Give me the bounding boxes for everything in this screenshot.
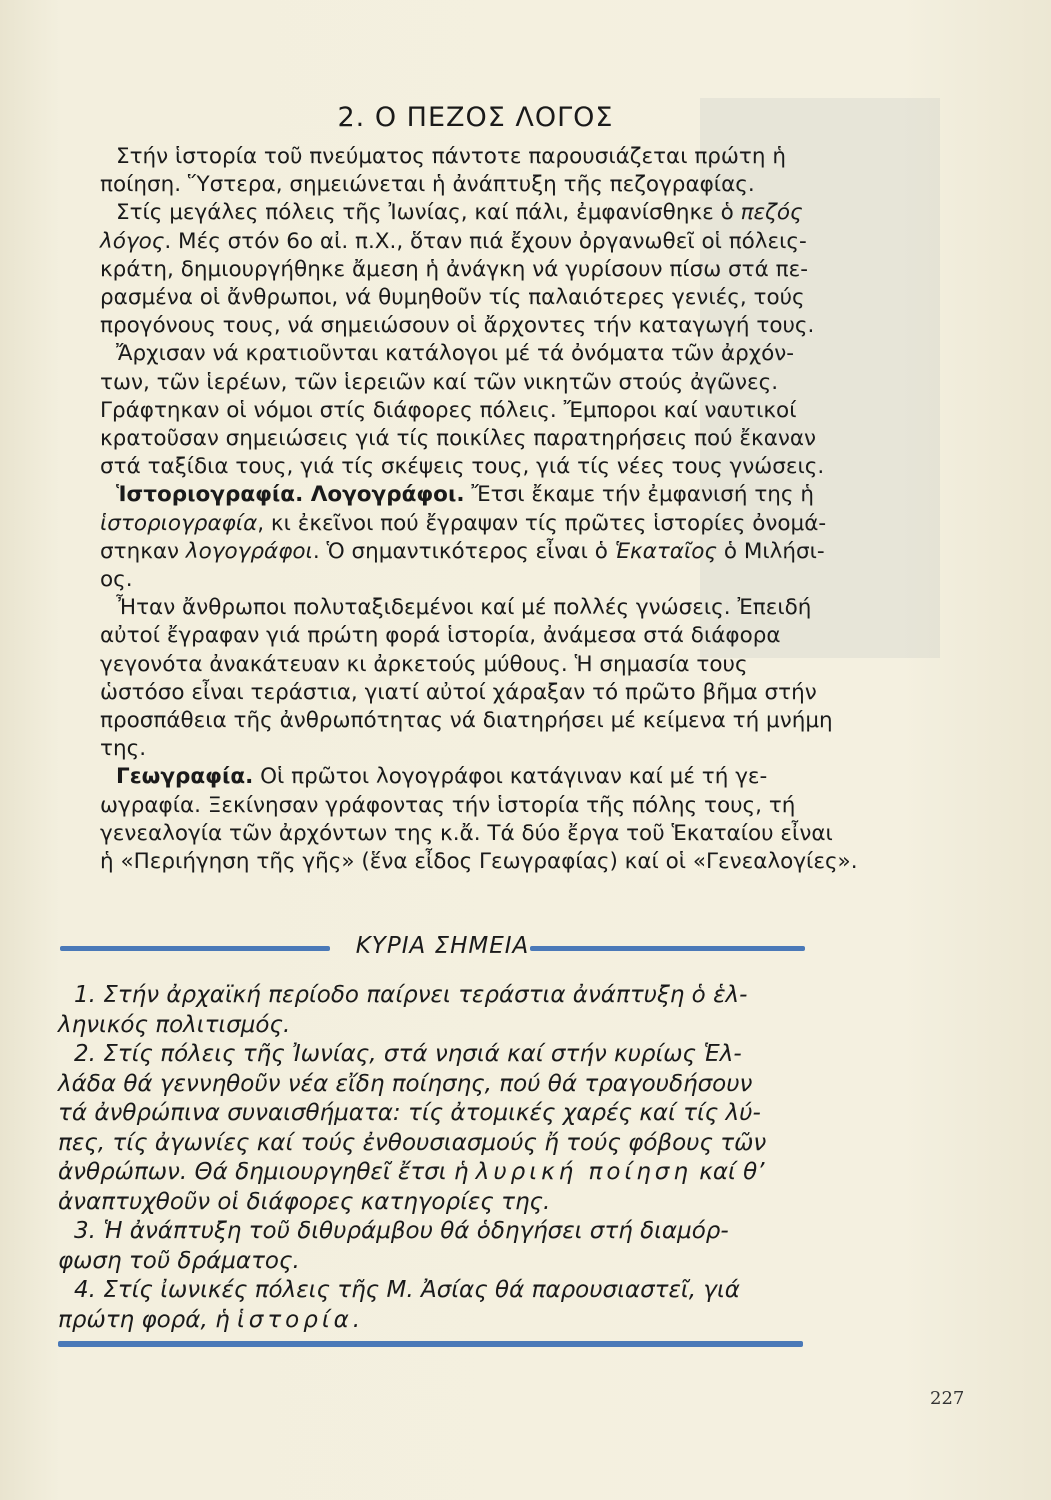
text-line [100,848,858,876]
text-line [100,256,808,284]
text-run: ρασμένα οἱ ἄνθρωποι, νά θυμηθοῦν τίς παλαιότερες γενιές, τούς [100,285,805,310]
summary-line [58,1069,752,1099]
summary-line [74,1216,729,1246]
text-run: κρατοῦσαν σημειώσεις γιά τίς ποικίλες παρατηρήσεις πού ἔκαναν [100,426,817,451]
text-run: Γεωγραφία. [116,764,254,790]
text-run: Ἱστοριογραφία. Λογογράφοι. [116,482,465,508]
text-run: λόγος [100,228,165,254]
text-run: . [352,1306,361,1333]
text-run: . Ὁ σημαντικότερος εἶναι ὁ [312,538,615,564]
text-line [100,397,796,425]
text-run: , κι ἐκεῖνοι πού ἔγραψαν τίς πρῶτες ἱστορίες ὀνομά- [257,510,827,536]
text-run: Ἔτσι ἔκαμε τήν ἐμφανισή της ἡ [464,482,815,508]
text-line [116,340,794,368]
summary-line [58,1187,550,1217]
text-line [100,538,825,566]
text-run: ἀναπτυχθοῦν οἱ διάφορες κατηγορίες της. [58,1188,551,1215]
text-run: πες, τίς ἀγωνίες καί τούς ἐνθουσιασμούς ἤ τούς φόβους τῶν [58,1129,767,1156]
summary-line [58,1010,290,1040]
text-run: ἡ «Περιήγηση τῆς γῆς» (ἕνα εἶδος Γεωγραφίας) καί οἱ «Γενεαλογίες». [100,849,858,874]
text-line [116,481,814,509]
text-run: ἱστοριογραφία [100,510,258,536]
text-run: . Μές στόν 6ο αἰ. π.Χ., ὅταν πιά ἔχουν ὀργανωθεῖ οἱ πόλεις- [164,228,807,254]
text-line [100,228,807,256]
text-run: προσπάθεια τῆς ἀνθρωπότητας νά διατηρήσει μέ κείμενα τή μνήμη [100,708,833,733]
summary-line [74,1039,742,1069]
text-run: των, τῶν ἱερέων, τῶν ἱερειῶν καί τῶν νικητῶν στούς ἀγῶνες. [100,369,779,395]
text-line [100,651,748,679]
text-line [116,143,786,171]
text-run: 2. Στίς πόλεις τῆς Ἰωνίας, στά νησιά καί στήν κυρίως Ἑλ- [74,1041,742,1067]
summary-line [58,1157,764,1187]
summary-line [58,1098,761,1128]
text-line [100,792,795,820]
text-run: πρώτη φορά, ἡ [58,1306,237,1333]
text-run: ωγραφία. Ξεκίνησαν γράφοντας τήν ἱστορία τῆς πόλης τους, τή [100,792,796,818]
text-run: 1. Στήν ἀρχαϊκή περίοδο παίρνει τεράστια ἀνάπτυξη ὁ ἑλ- [74,982,748,1008]
text-line [100,453,824,481]
text-run: ὡστόσο εἶναι τεράστια, γιατί αὐτοί χάραξαν τό πρῶτο βῆμα στήν [100,679,817,705]
summary-line [74,980,747,1010]
text-run: λάδα θά γεννηθοῦν νέα εἴδη ποίησης, πού θά τραγουδήσουν [58,1070,753,1097]
page-title: 2. Ο ΠΕΖΟΣ ΛΟΓΟΣ [337,102,614,133]
text-run: στηκαν [100,538,186,564]
summary-line [58,1246,300,1276]
text-run: 4. Στίς ἰωνικές πόλεις τῆς Μ. Ἀσίας θά παρουσιαστεῖ, γιά [74,1277,740,1303]
text-line [100,820,833,848]
text-run: Στήν ἱστορία τοῦ πνεύματος πάντοτε παρουσιάζεται πρώτη ἡ [116,144,786,169]
text-run: λυρική ποίηση [475,1159,692,1185]
text-line [100,510,826,538]
text-run: αὐτοί ἔγραφαν γιά πρώτη φορά ἱστορία, ἀνάμεσα στά διάφορα [100,623,781,649]
text-line [100,369,778,397]
text-run: φωση τοῦ δράματος. [58,1247,300,1274]
text-run: κράτη, δημιουργήθηκε ἄμεση ἡ ἀνάγκη νά γυρίσουν πίσω στά πε- [100,256,808,282]
text-line [100,284,805,312]
text-run: γεγονότα ἀνακάτευαν κι ἀρκετούς μύθους. Ἡ σημασία τους [100,651,748,677]
text-run: πεζός [740,200,803,226]
text-run: ἀνθρώπων. Θά δημιουργηθεῖ ἔτσι ἡ [58,1159,476,1185]
text-run: ὁ Μιλήσι- [717,538,825,564]
text-run: Στίς μεγάλες πόλεις τῆς Ἰωνίας, καί πάλι, ἐμφανίσθηκε ὁ [116,200,741,226]
text-run: λογογράφοι [185,538,313,564]
text-line [116,594,811,622]
text-line [100,312,814,340]
text-line [100,707,833,735]
text-run: Ἑκαταῖος [614,538,718,564]
text-run: 3. Ἡ ἀνάπτυξη τοῦ διθυράμβου θά ὁδηγήσει στή διαμόρ- [74,1218,729,1244]
text-run: ἱστορία [236,1306,353,1333]
summary-header [60,933,805,963]
text-run: τά ἀνθρώπινα συναισθήματα: τίς ἀτομικές χαρές καί τίς λύ- [58,1100,761,1126]
summary-title: ΚΥΡΙΑ ΣΗΜΕΙΑ [355,933,530,959]
text-line [100,171,755,199]
text-run: ποίηση. Ὕστερα, σημειώνεται ἡ ἀνάπτυξη τῆς πεζογραφίας. [100,172,755,198]
text-run: ος. [100,567,133,592]
summary-line [58,1128,766,1158]
summary-bottom-rule [58,1341,803,1347]
summary-line [74,1275,740,1305]
text-line [100,679,817,707]
text-run: της. [100,736,147,762]
text-line [100,566,133,594]
text-line [100,622,781,650]
text-run: στά ταξίδια τους, γιά τίς σκέψεις τους, γιά τίς νέες τους γνώσεις. [100,454,825,480]
text-run: Γράφτηκαν οἱ νόμοι στίς διάφορες πόλεις. Ἔμποροι καί ναυτικοί [100,397,797,423]
text-line [116,199,803,227]
text-run: Ἦταν ἄνθρωποι πολυταξιδεμένοι καί μέ πολλές γνώσεις. Ἐπειδή [116,595,812,621]
text-line [116,763,767,791]
text-run: ληνικός πολιτισμός. [58,1011,291,1038]
text-line [100,425,816,453]
text-run: γενεαλογία τῶν ἀρχόντων της κ.ἄ. Τά δύο ἔργα τοῦ Ἑκαταίου εἶναι [100,820,833,846]
text-run: προγόνους τους, νά σημειώσουν οἱ ἄρχοντες τήν καταγωγή τους. [100,313,815,339]
text-run: Ἄρχισαν νά κρατιοῦνται κατάλογοι μέ τά ὀνόματα τῶν ἀρχόν- [116,341,795,367]
page-number: 227 [930,1388,965,1409]
text-line [100,735,146,763]
summary-line [58,1305,360,1335]
text-run: Οἱ πρῶτοι λογογράφοι κατάγιναν καί μέ τή γε- [253,764,768,790]
summary-rule-right [530,946,805,951]
text-run: καί θ’ [691,1159,765,1185]
